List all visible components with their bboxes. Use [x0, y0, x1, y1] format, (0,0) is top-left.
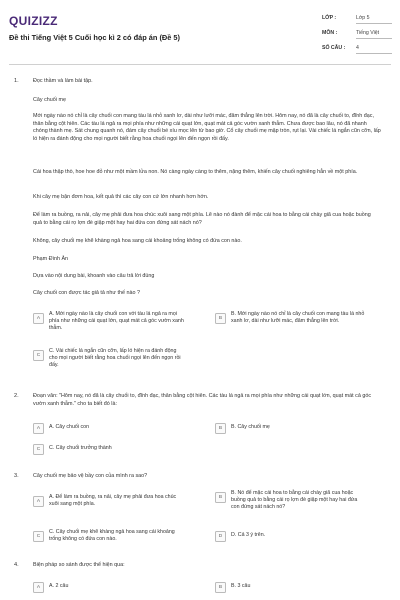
meta-label: LỚP :: [322, 15, 337, 21]
option-text: C. Cây chuối trưởng thành: [49, 444, 112, 451]
meta-row-question-count: [322, 44, 392, 59]
quizizz-logo: QUIZIZZ: [9, 14, 58, 28]
option-c[interactable]: [33, 348, 203, 369]
passage-paragraph: Để làm ra buồng, ra nải, cây mẹ phải đưa hoa chúc xuôi sang một phía. Lẽ nào nó đành để mặc cái hoa to bằng cái chày giã cua hoặc buồng quả to bằng cái rọ lợn đè giập một hay hai đứa con đứng sát nách nó?: [33, 212, 371, 226]
option-letter: B: [215, 423, 226, 434]
option-text: A. Mới ngày nào là cây chuối con với tàu lá ngả ra mọi phía như những cái quạt lớn, quạt mát cả góc vườn xanh thẫm.: [49, 311, 184, 332]
option-b[interactable]: [215, 421, 385, 439]
passage-paragraph: Khi cây mẹ bận đơm hoa, kết quả thì các cây con cứ lớn nhanh hơn hớn.: [33, 194, 209, 200]
question-prompt: Biện pháp so sánh được thể hiện qua:: [33, 562, 125, 568]
question-number: 4.: [14, 562, 19, 568]
meta-underline: [356, 53, 392, 54]
option-b[interactable]: [215, 311, 385, 329]
option-letter: C: [33, 531, 44, 542]
question-prompt: Đoạn văn: "Hôm nay, nó đã là cây chuối to, đĩnh đạc, thân bằng cột hiên. Các tàu lá ngả ra mọi phía như những cái quạt lớn, quạt mát cả góc vườn xanh thẫm." cho ta biết đó là:: [33, 393, 372, 407]
option-b[interactable]: [215, 580, 385, 598]
option-letter: A: [33, 423, 44, 434]
option-letter: D: [215, 531, 226, 542]
meta-value: Lớp 5: [356, 15, 370, 21]
meta-underline: [356, 23, 392, 24]
option-text: C. Vài chiếc lá ngắn cũn cỡn, lấp ló hiện ra đánh động cho mọi người biết rằng hoa chuối ngọi lên đến ngọn rồi đấy.: [49, 348, 181, 369]
option-text: B. Mới ngày nào nó chỉ là cây chuối con mang tàu lá nhỏ xanh lơ, dài như lưỡi mác, đâm thẳng lên trời.: [231, 311, 365, 325]
passage-paragraph: Không, cây chuối mẹ khẽ khàng ngả hoa sang cái khoảng trống không có đứa con nào.: [33, 238, 242, 244]
question-prompt: Cây chuối mẹ bảo vệ bầy con của mình ra sao?: [33, 473, 148, 479]
meta-value: Tiếng Việt: [356, 30, 380, 36]
option-letter: B: [215, 313, 226, 324]
option-letter: C: [33, 350, 44, 361]
question-number: 3.: [14, 473, 19, 479]
passage-title: Cây chuối mẹ: [33, 97, 66, 103]
option-a[interactable]: [33, 421, 203, 439]
question-number: 1.: [14, 78, 19, 84]
passage-author: Phạm Đình Ân: [33, 256, 69, 262]
meta-info: [322, 14, 392, 59]
meta-underline: [356, 38, 392, 39]
option-a[interactable]: [33, 580, 203, 598]
option-d[interactable]: [215, 529, 385, 547]
question-number: 2.: [14, 393, 19, 399]
option-text: A. 2 câu: [49, 582, 69, 589]
option-b[interactable]: [215, 490, 385, 511]
passage-paragraph: Cái hoa thập thò, hoe hoe đỏ như một mầm lửa non. Nó càng ngày càng to thêm, nặng thêm, khiến cây chuối nghiêng hẳn về một phía.: [33, 169, 358, 175]
option-text: B. Nó để mặc cái hoa to bằng cái chày giã cua hoặc buồng quả to bằng cái rọ lợn đè giập một hay hai đứa con đứng sát nách nó?: [231, 490, 358, 511]
option-letter: A: [33, 582, 44, 593]
question-intro: Đọc thầm và làm bài tập.: [33, 78, 93, 84]
question-instruction: Dựa vào nội dung bài, khoanh vào câu trả lời đúng: [33, 273, 155, 279]
document-title: Đề thi Tiếng Việt 5 Cuối học kì 2 có đáp án (Đề 5): [9, 33, 180, 42]
option-letter: A: [33, 496, 44, 507]
option-c[interactable]: [33, 529, 203, 547]
option-letter: C: [33, 444, 44, 455]
option-text: B. Cây chuối mẹ: [231, 423, 270, 430]
worksheet-header: [0, 0, 400, 64]
option-a[interactable]: [33, 494, 203, 512]
option-text: B. 3 câu: [231, 582, 251, 589]
meta-row-class: [322, 14, 392, 29]
option-text: A. Cây chuối con: [49, 423, 90, 430]
passage-paragraph: Mới ngày nào nó chỉ là cây chuối con mang tàu lá nhỏ xanh lơ, dài như lưỡi mác, đâm thẳng lên trời. Hôm nay, nó đã là cây chuối to, đĩnh đạc, thân bằng cột hiên. Các tàu lá ngả ra mọi phía như những cái quạt lớn, quạt mát cả góc vườn xanh thẫm. Chưa được bao lâu, nó đã nhanh chóng thành mẹ. Sát chung quanh nó, đám cây chuối bé xíu mọc lên từ bao giờ. Cổ cây chuối mẹ mập tròn, rụt lại. Vài chiếc lá ngắn cũn cỡn, lấp ló hiện ra đánh động cho mọi người biết rằng hoa chuối ngọi lên đến ngọn rồi đấy.: [33, 113, 381, 142]
header-divider: [9, 64, 391, 65]
option-text: D. Cả 3 ý trên.: [231, 531, 266, 538]
option-text: C. Cây chuối mẹ khẽ khàng ngả hoa sang cái khoảng trống không có đứa con nào.: [49, 529, 175, 543]
meta-value: 4: [356, 45, 359, 51]
option-letter: B: [215, 492, 226, 503]
option-letter: B: [215, 582, 226, 593]
question-prompt: Cây chuối con được tác giả tả như thế nào ?: [33, 290, 140, 296]
option-a[interactable]: [33, 311, 203, 332]
meta-label: SỐ CÂU :: [322, 45, 346, 51]
option-c[interactable]: [33, 442, 203, 460]
option-text: A. Để làm ra buồng, ra nải, cây mẹ phải đưa hoa chúc xuôi sang một phía.: [49, 494, 177, 508]
option-letter: A: [33, 313, 44, 324]
meta-row-subject: [322, 29, 392, 44]
meta-label: MÔN :: [322, 30, 338, 36]
